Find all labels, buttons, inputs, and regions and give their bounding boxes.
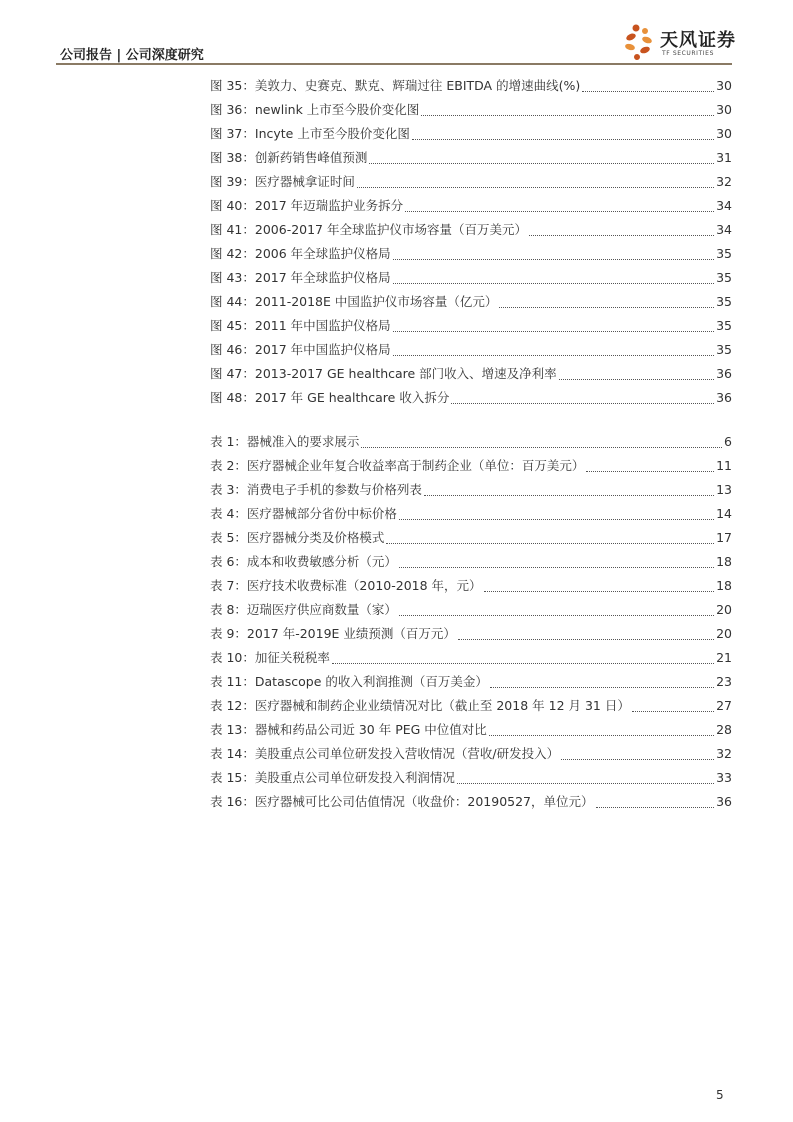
toc-page: 32 — [716, 174, 732, 189]
dot-leader — [559, 378, 714, 380]
dot-leader — [399, 566, 714, 568]
toc-label: 图 48：2017 年 GE healthcare 收入拆分 — [210, 390, 450, 405]
toc-page: 17 — [716, 530, 732, 545]
toc-label: 图 38：创新药销售峰值预测 — [210, 150, 368, 165]
toc-label: 图 46：2017 年中国监护仪格局 — [210, 342, 391, 357]
dot-leader — [457, 782, 714, 784]
toc-label: 表 10：加征关税税率 — [210, 650, 330, 665]
toc-label: 表 3：消费电子手机的参数与价格列表 — [210, 482, 422, 497]
toc-label: 表 6：成本和收费敏感分析（元） — [210, 554, 397, 569]
toc-label: 图 43：2017 年全球监护仪格局 — [210, 270, 391, 285]
dot-leader — [393, 258, 714, 260]
toc-entry-table-9[interactable] — [210, 622, 732, 646]
toc-label: 图 40：2017 年迈瑞监护业务拆分 — [210, 198, 404, 213]
table-list — [210, 430, 732, 814]
toc-label: 表 12：医疗器械和制药企业业绩情况对比（截止至 2018 年 12 月 31 日） — [210, 698, 630, 713]
toc-entry-table-10[interactable] — [210, 646, 732, 670]
toc-entry-table-3[interactable] — [210, 478, 732, 502]
dot-leader — [393, 330, 714, 332]
toc-page: 30 — [716, 78, 732, 93]
report-header-title: 公司报告 | 公司深度研究 — [60, 48, 204, 63]
toc-page: 33 — [716, 770, 732, 785]
toc-entry-table-12[interactable] — [210, 694, 732, 718]
toc-entry-table-1[interactable] — [210, 430, 732, 454]
toc-page: 35 — [716, 270, 732, 285]
toc-entry-fig-45[interactable] — [210, 314, 732, 338]
toc-page: 14 — [716, 506, 732, 521]
toc-page: 30 — [716, 126, 732, 141]
dot-leader — [357, 186, 714, 188]
toc-page: 36 — [716, 794, 732, 809]
toc-label: 表 7：医疗技术收费标准（2010-2018 年，元） — [210, 578, 482, 593]
toc-page: 31 — [716, 150, 732, 165]
toc-entry-table-4[interactable] — [210, 502, 732, 526]
dot-leader — [399, 518, 714, 520]
toc-entry-fig-44[interactable] — [210, 290, 732, 314]
toc-page: 20 — [716, 626, 732, 641]
toc-entry-table-5[interactable] — [210, 526, 732, 550]
dot-leader — [393, 282, 714, 284]
toc-page: 32 — [716, 746, 732, 761]
toc-page: 20 — [716, 602, 732, 617]
toc-label: 图 45：2011 年中国监护仪格局 — [210, 318, 391, 333]
toc-label: 图 44：2011-2018E 中国监护仪市场容量（亿元） — [210, 294, 498, 309]
toc-page: 23 — [716, 674, 732, 689]
toc-label: 表 14：美股重点公司单位研发投入营收情况（营收/研发投入） — [210, 746, 560, 761]
toc-page: 36 — [716, 390, 732, 405]
toc-page: 35 — [716, 246, 732, 261]
toc-label: 表 15：美股重点公司单位研发投入利润情况 — [210, 770, 455, 785]
toc-entry-table-16[interactable] — [210, 790, 732, 814]
dot-leader — [451, 402, 714, 404]
toc-page: 34 — [716, 222, 732, 237]
toc-entry-fig-35[interactable] — [210, 74, 732, 98]
toc-entry-table-8[interactable] — [210, 598, 732, 622]
logo-petals-icon — [622, 22, 658, 64]
toc-label: 图 37：Incyte 上市至今股价变化图 — [210, 126, 410, 141]
dot-leader — [405, 210, 714, 212]
dot-leader — [386, 542, 714, 544]
dot-leader — [529, 234, 714, 236]
toc-entry-fig-36[interactable] — [210, 98, 732, 122]
toc-entry-fig-39[interactable] — [210, 170, 732, 194]
toc-label: 表 5：医疗器械分类及价格模式 — [210, 530, 385, 545]
toc-entry-table-6[interactable] — [210, 550, 732, 574]
figure-list — [210, 74, 732, 410]
toc-entry-table-2[interactable] — [210, 454, 732, 478]
toc-label: 表 8：迈瑞医疗供应商数量（家） — [210, 602, 397, 617]
toc-page: 21 — [716, 650, 732, 665]
toc-entry-fig-38[interactable] — [210, 146, 732, 170]
dot-leader — [458, 638, 714, 640]
dot-leader — [484, 590, 715, 592]
toc-entry-fig-48[interactable] — [210, 386, 732, 410]
toc-label: 图 42：2006 年全球监护仪格局 — [210, 246, 391, 261]
dot-leader — [489, 734, 714, 736]
dot-leader — [421, 114, 714, 116]
toc-label: 表 4：医疗器械部分省份中标价格 — [210, 506, 397, 521]
toc-page: 28 — [716, 722, 732, 737]
toc-entry-fig-43[interactable] — [210, 266, 732, 290]
toc-page: 34 — [716, 198, 732, 213]
dot-leader — [361, 446, 722, 448]
logo-english-name: TF SECURITIES — [662, 50, 714, 57]
dot-leader — [499, 306, 714, 308]
toc-page: 35 — [716, 342, 732, 357]
toc-page: 35 — [716, 318, 732, 333]
toc-entry-fig-47[interactable] — [210, 362, 732, 386]
dot-leader — [586, 470, 714, 472]
toc-entry-fig-42[interactable] — [210, 242, 732, 266]
dot-leader — [412, 138, 714, 140]
toc-page: 18 — [716, 578, 732, 593]
logo-chinese-name: 天风证券 — [660, 30, 736, 51]
toc-entry-table-15[interactable] — [210, 766, 732, 790]
toc-page: 35 — [716, 294, 732, 309]
toc-page: 18 — [716, 554, 732, 569]
dot-leader — [393, 354, 714, 356]
toc-label: 表 9：2017 年-2019E 业绩预测（百万元） — [210, 626, 456, 641]
toc-page: 13 — [716, 482, 732, 497]
toc-page: 11 — [716, 458, 732, 473]
toc-entry-fig-41[interactable] — [210, 218, 732, 242]
toc-page: 30 — [716, 102, 732, 117]
dot-leader — [369, 162, 714, 164]
dot-leader — [561, 758, 714, 760]
toc-label: 表 16：医疗器械可比公司估值情况（收盘价：20190527，单位元） — [210, 794, 594, 809]
toc-entry-table-7[interactable] — [210, 574, 732, 598]
toc-entry-fig-37[interactable] — [210, 122, 732, 146]
toc-page: 36 — [716, 366, 732, 381]
dot-leader — [632, 710, 714, 712]
toc-label: 表 11：Datascope 的收入利润推测（百万美金） — [210, 674, 488, 689]
toc-label: 表 1：器械准入的要求展示 — [210, 434, 360, 449]
dot-leader — [596, 806, 715, 808]
toc-entry-fig-46[interactable] — [210, 338, 732, 362]
toc-label: 图 41：2006-2017 年全球监护仪市场容量（百万美元） — [210, 222, 527, 237]
dot-leader — [490, 686, 714, 688]
dot-leader — [582, 90, 714, 92]
toc-entry-fig-40[interactable] — [210, 194, 732, 218]
dot-leader — [332, 662, 714, 664]
toc-label: 表 13：器械和药品公司近 30 年 PEG 中位值对比 — [210, 722, 487, 737]
toc-entry-table-11[interactable] — [210, 670, 732, 694]
toc-label: 图 35：美敦力、史赛克、默克、辉瑞过往 EBITDA 的增速曲线(%) — [210, 78, 581, 93]
page-number: 5 — [716, 1088, 724, 1102]
toc-label: 图 36：newlink 上市至今股价变化图 — [210, 102, 420, 117]
company-logo — [622, 22, 737, 64]
toc-label: 表 2：医疗器械企业年复合收益率高于制药企业（单位：百万美元） — [210, 458, 585, 473]
dot-leader — [399, 614, 714, 616]
toc-label: 图 47：2013-2017 GE healthcare 部门收入、增速及净利率 — [210, 366, 557, 381]
header-divider — [56, 63, 732, 65]
toc-page: 27 — [716, 698, 732, 713]
toc-entry-table-13[interactable] — [210, 718, 732, 742]
toc-label: 图 39：医疗器械拿证时间 — [210, 174, 355, 189]
dot-leader — [424, 494, 714, 496]
toc-entry-table-14[interactable] — [210, 742, 732, 766]
toc-page: 6 — [724, 434, 732, 449]
